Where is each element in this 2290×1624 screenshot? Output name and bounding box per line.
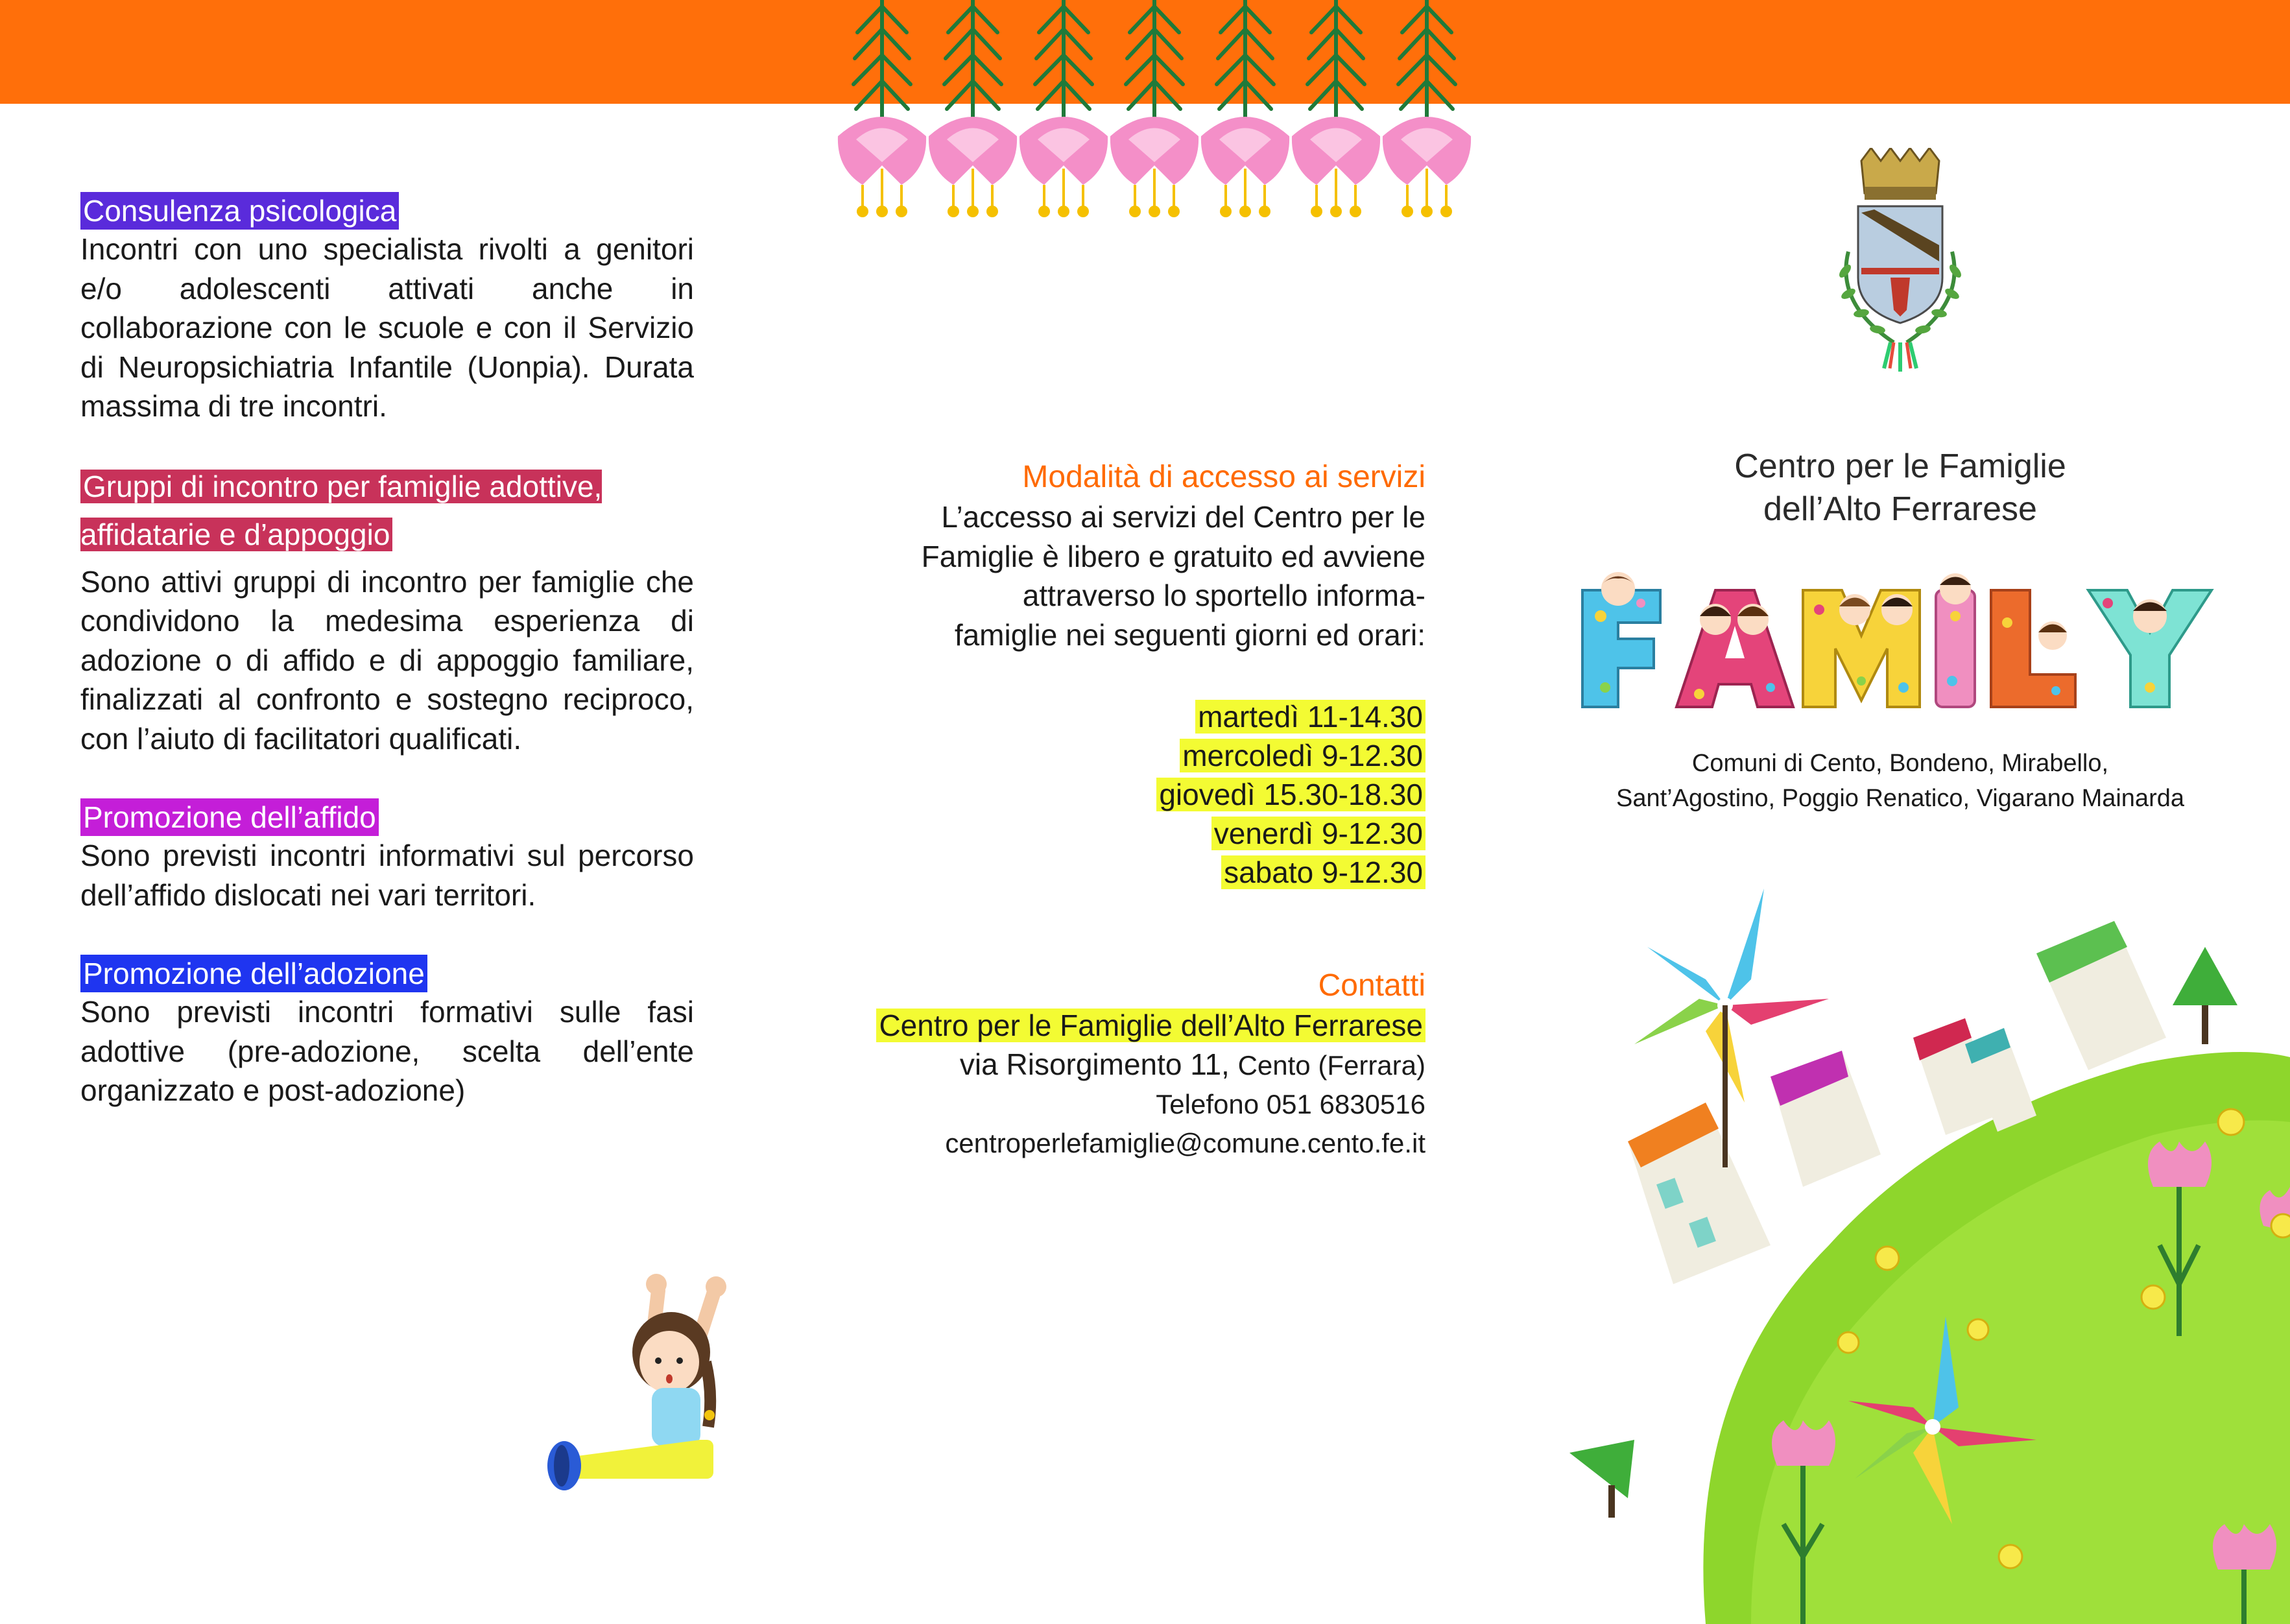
access-heading: Modalità di accesso ai servizi [1022, 460, 1425, 494]
hanging-flowers-illustration [837, 0, 1472, 227]
access-line: Famiglie è libero e gratuito ed avviene [921, 539, 1425, 573]
section-text: Sono previsti incontri formativi sulle fasi adottive (pre-adozione, scelta dell’ente organizzato e post-adozione) [80, 995, 694, 1107]
address-city: Cento (Ferrara) [1237, 1050, 1425, 1081]
address-street: via Risorgimento 11, [959, 1047, 1230, 1081]
section-adozione [80, 955, 694, 1110]
hours-item: venerdì 9-12.30 [1211, 817, 1425, 850]
section-affido [80, 798, 694, 914]
hours-item: giovedì 15.30-18.30 [1156, 778, 1425, 811]
coat-of-arms-emblem [1822, 148, 1978, 394]
member-municipalities [1556, 746, 2244, 816]
services-column [80, 192, 694, 1151]
section-text: Sono previsti incontri informativi sul percorso dell’affido dislocati nei vari territori. [80, 839, 694, 912]
phone: Telefono 051 6830516 [1156, 1089, 1425, 1119]
hill-landscape-illustration [1556, 882, 2290, 1624]
section-text: Incontri con uno specialista rivolti a genitori e/o adolescenti attivati anche in collaborazione con le scuole e con il Servizio di Neuropsichiatria Infantile (Uonpia). Durata massima di tre incontri. [80, 232, 694, 423]
communes-line2: Sant’Agostino, Poggio Renatico, Vigarano Mainarda [1616, 785, 2184, 812]
section-text: Sono attivi gruppi di incontro per famiglie che condividono la medesima esperienza di adozione o di affido e di appoggio familiare, finalizzati al confronto e sostegno reciproco, con l’aiuto di facilitatori qualificati. [80, 564, 694, 756]
hours-item: sabato 9-12.30 [1221, 855, 1425, 889]
center-title-line1: Centro per le Famiglie [1734, 448, 2066, 485]
section-heading: Promozione dell’adozione [80, 955, 427, 992]
section-gruppi [80, 466, 694, 759]
center-title-line2: dell’Alto Ferrarese [1763, 490, 2037, 528]
communes-line1: Comuni di Cento, Bondeno, Mirabello, [1691, 750, 2109, 777]
access-line: famiglie nei seguenti giorni ed orari: [954, 617, 1425, 652]
family-logo [1569, 571, 2244, 726]
section-heading: Promozione dell’affido [80, 798, 379, 836]
center-title [1582, 445, 2218, 531]
opening-hours [830, 699, 1425, 893]
contacts-heading: Contatti [1318, 968, 1425, 1003]
access-line: attraverso lo sportello informa- [1022, 579, 1425, 612]
hours-item: mercoledì 9-12.30 [1180, 739, 1425, 772]
section-heading: Consulenza psicologica [80, 192, 399, 230]
contacts [830, 966, 1425, 1163]
access-column [830, 457, 1425, 1163]
contact-name: Centro per le Famiglie dell’Alto Ferrarese [876, 1009, 1425, 1042]
section-consulenza [80, 192, 694, 426]
access-line: L’accesso ai servizi del Centro per le [941, 500, 1425, 534]
hours-item: martedì 11-14.30 [1195, 700, 1425, 734]
email[interactable]: centroperlefamiglie@comune.cento.fe.it [945, 1128, 1425, 1158]
sitting-girl-illustration [519, 1265, 752, 1511]
section-heading: Gruppi di incontro per famiglie adottive, affidatarie e d’appoggio [80, 469, 602, 551]
